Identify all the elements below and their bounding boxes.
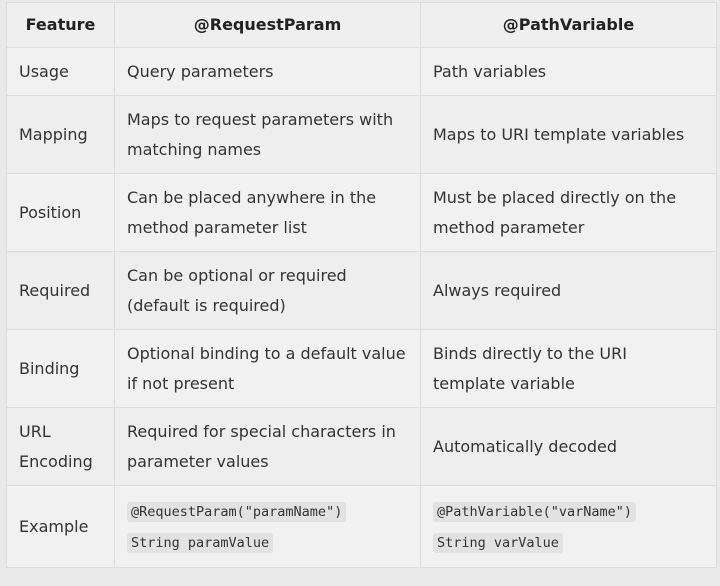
code-annotation: @RequestParam("paramName") — [127, 502, 346, 522]
cell-path-variable: Always required — [421, 252, 717, 330]
cell-request-param: Required for special characters in parameter values — [115, 408, 421, 486]
cell-feature: Example — [7, 486, 115, 568]
header-path-variable: @PathVariable — [421, 3, 717, 48]
cell-path-variable: Must be placed directly on the method parameter — [421, 174, 717, 252]
cell-path-variable-code — [421, 486, 717, 568]
table-row-mapping — [7, 96, 717, 174]
cell-request-param: Query parameters — [115, 48, 421, 96]
cell-feature: Mapping — [7, 96, 115, 174]
code-annotation: @PathVariable("varName") — [433, 502, 636, 522]
cell-request-param: Maps to request parameters with matching names — [115, 96, 421, 174]
cell-feature: Position — [7, 174, 115, 252]
header-feature: Feature — [7, 3, 115, 48]
cell-request-param: Can be optional or required (default is required) — [115, 252, 421, 330]
cell-path-variable: Maps to URI template variables — [421, 96, 717, 174]
table-header — [7, 3, 717, 48]
cell-path-variable: Binds directly to the URI template variable — [421, 330, 717, 408]
table-row-required — [7, 252, 717, 330]
table-row-usage — [7, 48, 717, 96]
table-row-position — [7, 174, 717, 252]
cell-request-param: Optional binding to a default value if not present — [115, 330, 421, 408]
cell-path-variable: Automatically decoded — [421, 408, 717, 486]
code-declaration: String varValue — [433, 533, 563, 553]
header-row — [7, 3, 717, 48]
cell-request-param-code — [115, 486, 421, 568]
cell-request-param: Can be placed anywhere in the method parameter list — [115, 174, 421, 252]
code-declaration: String paramValue — [127, 533, 273, 553]
table-row-binding — [7, 330, 717, 408]
cell-feature: Required — [7, 252, 115, 330]
comparison-table — [6, 2, 717, 568]
table-row-url-encoding — [7, 408, 717, 486]
cell-feature: Usage — [7, 48, 115, 96]
cell-feature: Binding — [7, 330, 115, 408]
header-request-param: @RequestParam — [115, 3, 421, 48]
table-row-example — [7, 486, 717, 568]
cell-path-variable: Path variables — [421, 48, 717, 96]
table-body — [7, 48, 717, 568]
cell-feature: URL Encoding — [7, 408, 115, 486]
